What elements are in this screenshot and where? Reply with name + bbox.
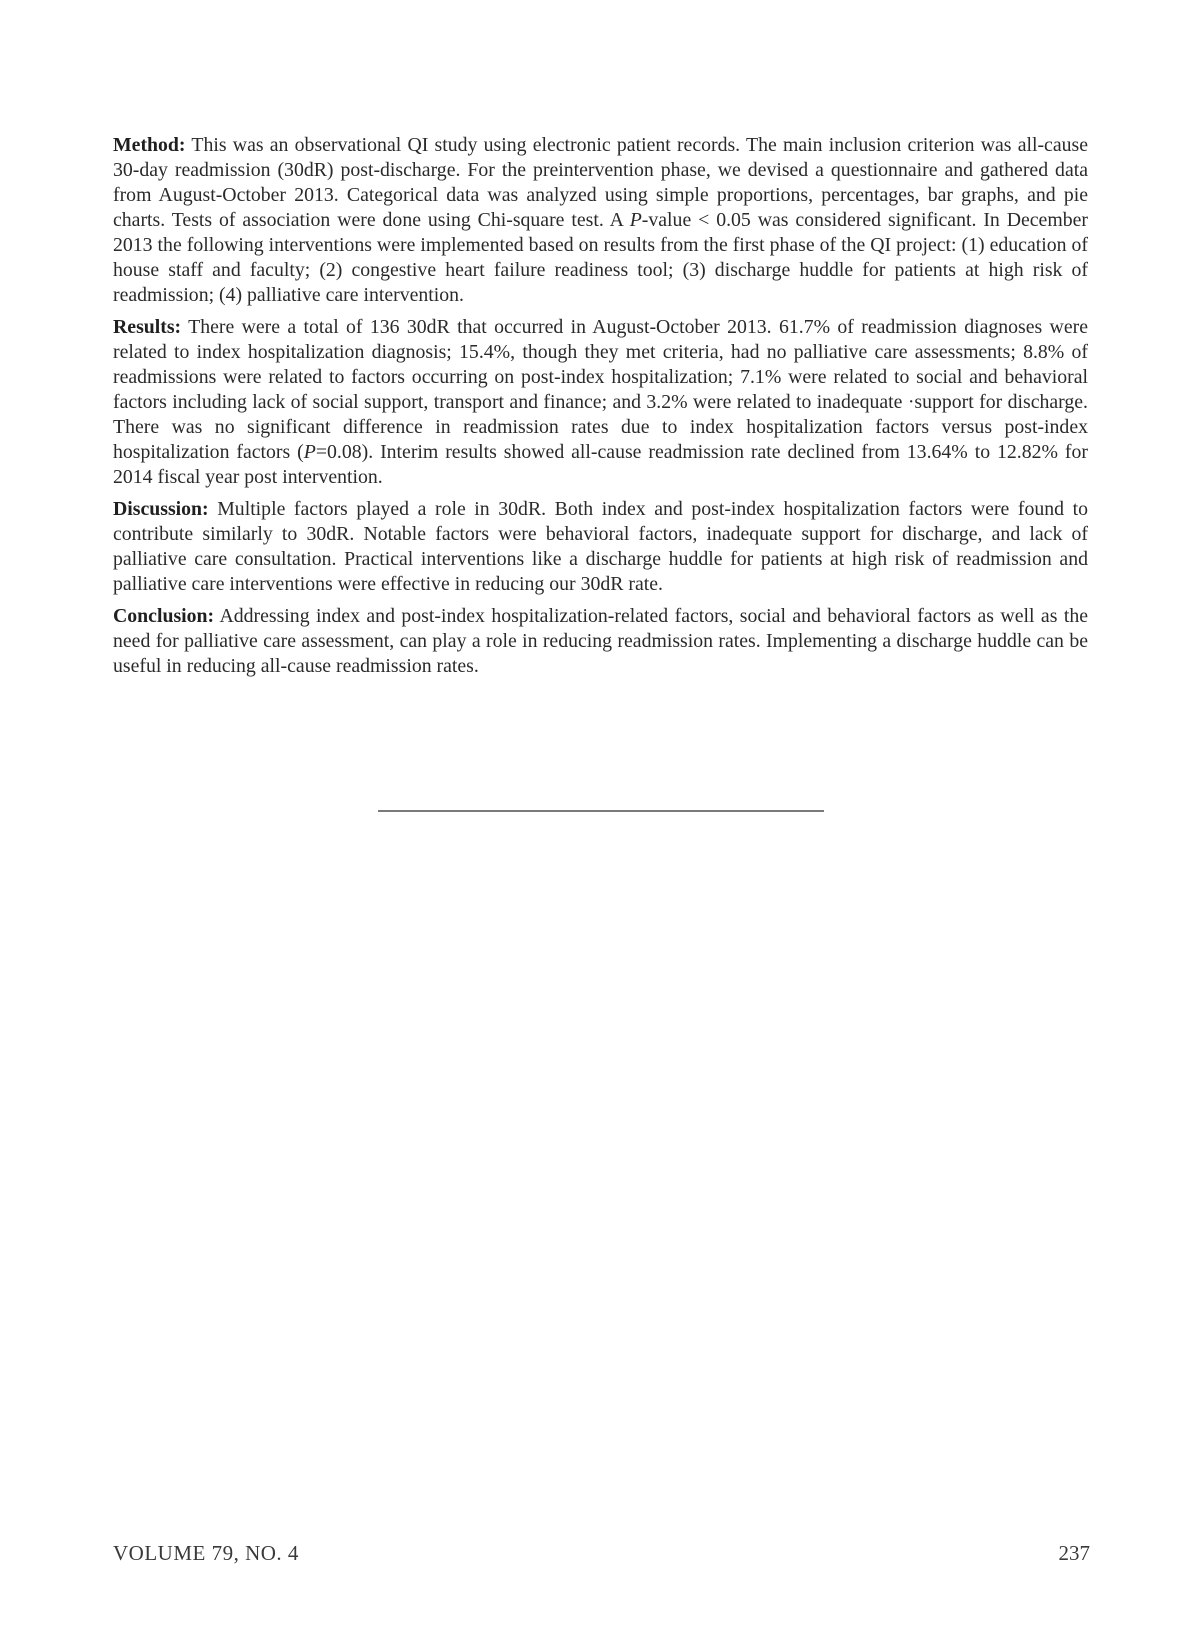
conclusion-text: Addressing index and post-index hospitalization-related factors, social and behavioral factors as well as the need for palliative care assessment, can play a role in reducing readmission rates. Implementing a discharge huddle can be useful in reducing all-cause readmission rates. (113, 605, 1088, 677)
method-text-1: This was an observational QI study using electronic patient records. The main inclusion criterion was all-cause 30-day readmission (30dR) post-discharge. For the preintervention phase, we devised a questionnaire and gathered data from August-October 2013. Categorical data was analyzed using simple proportions, percentages, bar graphs, and pie charts. Tests of association were done using Chi-square test. A (113, 134, 1088, 231)
discussion-paragraph (113, 497, 1088, 597)
discussion-text: Multiple factors played a role in 30dR. Both index and post-index hospitalization factors were found to contribute similarly to 30dR. Notable factors were behavioral factors, inadequate support for discharge, and lack of palliative care consultation. Practical interventions like a discharge huddle for patients at high risk of readmission and palliative care interventions were effective in reducing our 30dR rate. (113, 498, 1088, 595)
method-p-symbol: P (629, 209, 642, 231)
discussion-heading: Discussion: (113, 498, 209, 520)
method-text-2: -value < 0.05 was considered significant. In December 2013 the following interventions were implemented based on results from the first phase of the QI project: (1) education of house staff and faculty; (2) congestive heart failure readiness tool; (3) discharge huddle for patients at high risk of readmission; (4) palliative care intervention. (113, 209, 1088, 306)
method-heading: Method: (113, 134, 186, 156)
section-divider (378, 810, 824, 812)
results-p-symbol: P (303, 441, 316, 463)
page-number: 237 (1058, 1541, 1090, 1565)
results-text-2: =0.08). Interim results showed all-cause readmission rate declined from 13.64% to 12.82% for 2014 fiscal year post intervention. (113, 441, 1088, 488)
results-heading: Results: (113, 316, 182, 338)
abstract-body (113, 133, 1088, 686)
results-paragraph (113, 315, 1088, 490)
conclusion-heading: Conclusion: (113, 605, 215, 627)
conclusion-paragraph (113, 604, 1088, 679)
results-text-1: There were a total of 136 30dR that occurred in August-October 2013. 61.7% of readmission diagnoses were related to index hospitalization diagnosis; 15.4%, though they met criteria, had no palliative care assessments; 8.8% of readmissions were related to factors occurring on post-index hospitalization; 7.1% were related to social and behavioral factors including lack of social support, transport and finance; and 3.2% were related to inadequate ·support for discharge. There was no significant difference in readmission rates due to index hospitalization factors versus post-index hospitalization factors ( (113, 316, 1088, 463)
method-paragraph (113, 133, 1088, 308)
journal-volume: VOLUME 79, NO. 4 (113, 1541, 299, 1565)
